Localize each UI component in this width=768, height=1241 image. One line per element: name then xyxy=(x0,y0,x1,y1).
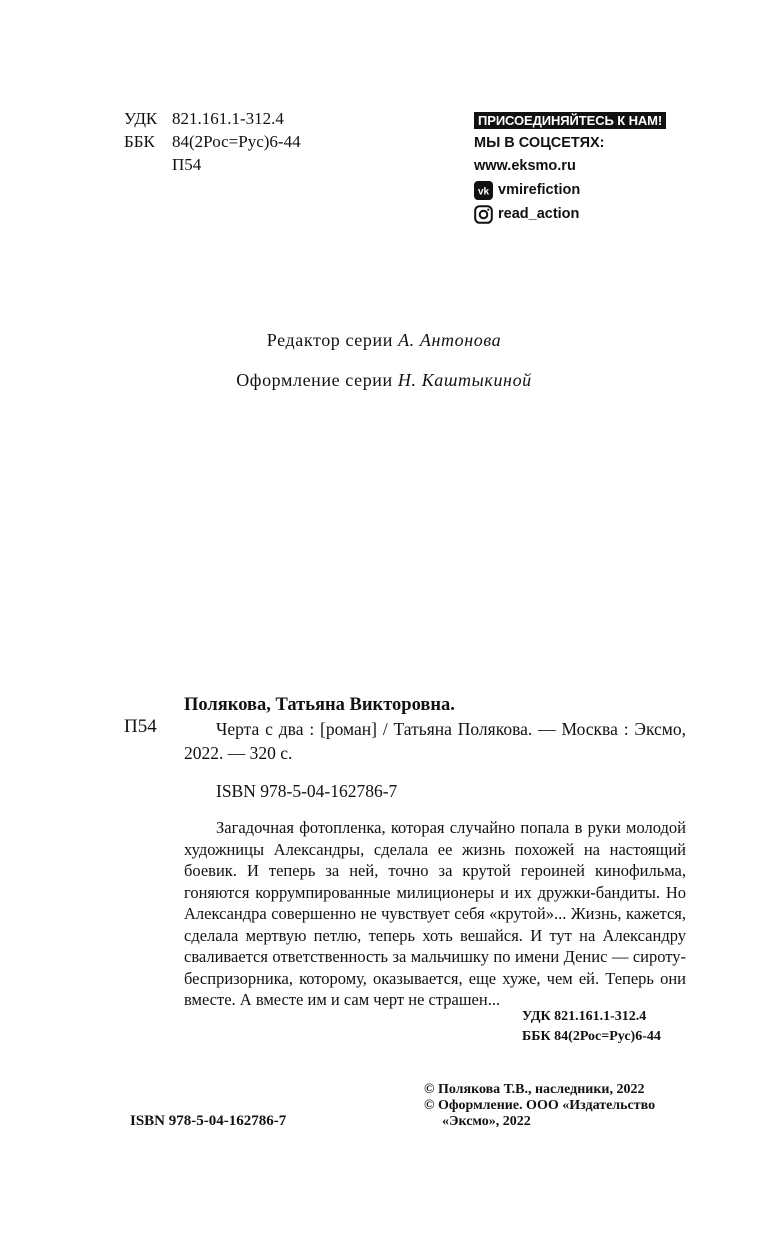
design-name: Н. Каштыкиной xyxy=(397,370,532,390)
editor-name: А. Антонова xyxy=(398,330,502,350)
isbn-bottom: ISBN 978-5-04-162786-7 xyxy=(130,1113,287,1129)
udk-label: УДК xyxy=(124,109,158,128)
classification-block xyxy=(124,107,301,176)
design-label: Оформление серии xyxy=(236,370,393,390)
udk-row xyxy=(124,107,301,130)
book-annotation: Загадочная фотопленка, которая случайно попала в руки молодой художницы Александры, сделала ее жизнь похожей на настоящий боевик. И теперь за ней, точно за крутой героиней кинофильма, гоняются коррумпированные милиционеры и их дружки-бандиты. Но Александра совершенно не чувствует себя «крутой»... Жизнь, кажется, сделала мертвую петлю, теперь хоть вешайся. И тут на Александру сваливается ответственность за мальчишку по имени Денис — сироту-беспризорника, которому, оказывается, еще хуже, чем ей. Теперь они вместе. А вместе им и сам черт не страшен... xyxy=(184,818,686,1009)
bibliographic-mark: П54 xyxy=(124,716,157,737)
classification-codes-bottom xyxy=(522,1007,661,1047)
udk-code: 821.161.1-312.4 xyxy=(172,109,284,128)
svg-text:vk: vk xyxy=(477,186,490,197)
instagram-handle: read_action xyxy=(498,206,580,222)
book-isbn: ISBN 978-5-04-162786-7 xyxy=(216,781,398,801)
join-us-banner: ПРИСОЕДИНЯЙТЕСЬ К НАМ! xyxy=(474,112,666,129)
author-mark-row xyxy=(124,153,301,176)
bbk-row xyxy=(124,130,301,153)
series-editor-credit xyxy=(0,330,768,351)
author-mark: П54 xyxy=(172,155,202,174)
copyright-block xyxy=(424,1082,655,1130)
vk-link[interactable] xyxy=(474,178,686,202)
bbk-label: ББК xyxy=(124,132,155,151)
instagram-icon xyxy=(474,205,493,224)
series-design-credit xyxy=(0,370,768,391)
bibliographic-record xyxy=(184,693,686,1011)
vk-icon xyxy=(474,181,493,200)
bbk-code: 84(2Рос=Рус)6-44 xyxy=(172,132,301,151)
social-subtitle: МЫ В СОЦСЕТЯХ: xyxy=(474,135,605,151)
copyright-design: © Оформление. ООО «Издательство xyxy=(424,1098,656,1113)
copyright-author: © Полякова Т.В., наследники, 2022 xyxy=(424,1082,645,1097)
bbk-code-bottom: ББК 84(2Рос=Рус)6-44 xyxy=(522,1029,661,1044)
book-description: Черта с два : [роман] / Татьяна Полякова. — Москва : Эксмо, 2022. — 320 с. xyxy=(184,719,686,763)
copyright-publisher: «Эксмо», 2022 xyxy=(442,1114,531,1129)
editor-label: Редактор серии xyxy=(266,330,393,350)
instagram-link[interactable] xyxy=(474,202,686,226)
book-author: Полякова, Татьяна Викторовна. xyxy=(184,695,455,715)
website-link[interactable]: www.eksmo.ru xyxy=(474,158,576,174)
social-block xyxy=(474,112,686,226)
udk-code-bottom: УДК 821.161.1-312.4 xyxy=(522,1009,647,1024)
vk-handle: vmirefiction xyxy=(498,182,581,198)
